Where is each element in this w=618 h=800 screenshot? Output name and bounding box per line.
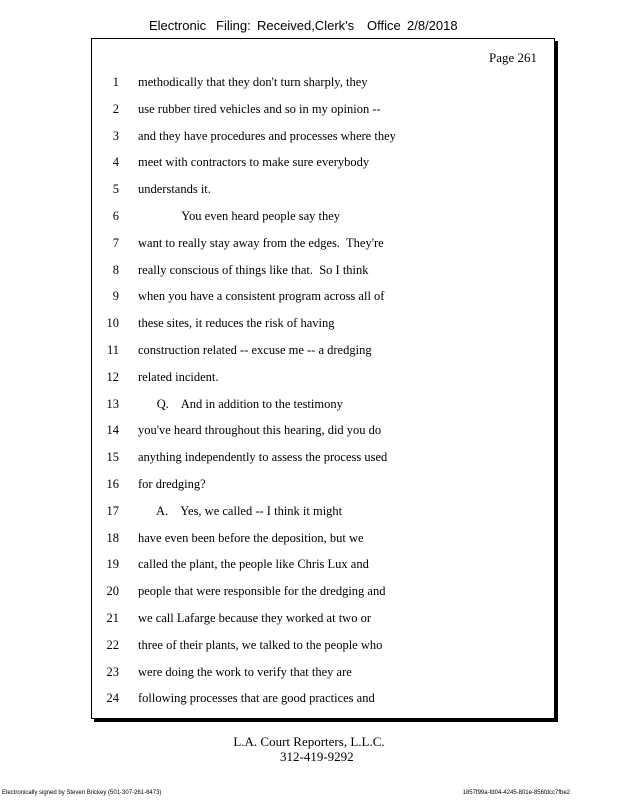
- line-text: and they have procedures and processes where they: [138, 128, 396, 143]
- header-electronic: Electronic: [149, 18, 207, 33]
- line-number: 5: [112, 182, 119, 197]
- line-number: 3: [112, 128, 119, 143]
- transcript-line: [92, 209, 554, 235]
- line-number: 8: [112, 262, 119, 277]
- transcript-line: [92, 611, 554, 637]
- transcript-line: [92, 289, 554, 315]
- line-number: 7: [112, 235, 119, 250]
- line-number: 23: [106, 664, 119, 679]
- line-text: three of their plants, we talked to the people who: [138, 637, 383, 652]
- line-number: 24: [106, 691, 119, 706]
- line-text: people that were responsible for the dredging and: [138, 584, 386, 599]
- document-id: 1857f99a-fd04-4245-801e-856fdcc7fbe2: [462, 790, 570, 796]
- line-text: these sites, it reduces the risk of having: [138, 316, 335, 331]
- line-number: 21: [106, 611, 119, 625]
- line-number: 14: [106, 423, 119, 438]
- line-text: use rubber tired vehicles and so in my opinion --: [138, 101, 381, 116]
- transcript-line: [92, 638, 554, 664]
- reporter-phone: 312-419-9292: [280, 749, 354, 764]
- line-text: want to really stay away from the edges. They're: [138, 235, 384, 250]
- line-number: 6: [112, 209, 119, 223]
- line-number: 11: [106, 343, 119, 357]
- header-office: Office: [367, 18, 401, 33]
- line-number: 10: [106, 316, 119, 331]
- line-text: you've heard throughout this hearing, did you do: [138, 423, 382, 438]
- transcript-line: [92, 343, 554, 369]
- line-text: were doing the work to verify that they are: [138, 664, 352, 679]
- line-number: 4: [112, 155, 119, 170]
- transcript-page: [91, 38, 555, 719]
- transcript-line: [92, 75, 554, 101]
- transcript-line: [92, 665, 554, 691]
- transcript-line: [92, 423, 554, 449]
- transcript-line: [92, 397, 554, 423]
- line-number: 15: [106, 450, 119, 465]
- transcript-line: [92, 182, 554, 208]
- transcript-line: [92, 370, 554, 396]
- line-number: 12: [106, 369, 119, 384]
- line-number: 1: [112, 75, 119, 89]
- line-number: 19: [106, 557, 119, 572]
- transcript-line: [92, 102, 554, 128]
- line-text: really conscious of things like that. So I think: [138, 262, 369, 277]
- transcript-line: [92, 557, 554, 583]
- header-received: Received,Clerk's: [257, 18, 355, 33]
- transcript-line: [92, 477, 554, 503]
- line-number: 16: [106, 477, 119, 491]
- header-date: 2/8/2018: [407, 18, 458, 33]
- line-text: called the plant, the people like Chris Lux and: [138, 557, 369, 572]
- transcript-line: [92, 531, 554, 557]
- line-number: 20: [106, 584, 119, 599]
- line-number: 9: [112, 289, 119, 304]
- transcript-line: [92, 155, 554, 181]
- line-number: 13: [106, 396, 119, 411]
- line-text: related incident.: [138, 369, 219, 384]
- line-text: anything independently to assess the process used: [138, 450, 388, 465]
- line-text: we call Lafarge because they worked at two or: [138, 611, 371, 625]
- line-text: have even been before the deposition, but we: [138, 530, 364, 545]
- transcript-line: [92, 263, 554, 289]
- line-text: methodically that they don't turn sharply, they: [138, 75, 368, 89]
- transcript-line: [92, 316, 554, 342]
- header-filing: Filing:: [216, 18, 251, 33]
- page-number: Page 261: [488, 50, 537, 65]
- line-text: Q. And in addition to the testimony: [138, 396, 343, 411]
- line-number: 18: [106, 530, 119, 545]
- transcript-line: [92, 504, 554, 530]
- line-text: meet with contractors to make sure everybody: [138, 155, 370, 170]
- line-text: following processes that are good practices and: [138, 691, 375, 706]
- line-number: 22: [106, 637, 119, 652]
- line-text: when you have a consistent program across all of: [138, 289, 385, 304]
- transcript-line: [92, 236, 554, 262]
- line-text: construction related -- excuse me -- a dredging: [138, 343, 372, 357]
- line-number: 2: [112, 101, 119, 116]
- line-text: understands it.: [138, 182, 211, 197]
- reporter-name: L.A. Court Reporters, L.L.C.: [233, 734, 385, 749]
- line-number: 17: [106, 503, 119, 518]
- electronic-signature: Electronically signed by Steven Brickey (501-307-261-8473): [2, 790, 162, 796]
- transcript-line: [92, 691, 554, 717]
- transcript-line: [92, 584, 554, 610]
- transcript-line: [92, 450, 554, 476]
- line-text: for dredging?: [138, 477, 206, 491]
- line-text: A. Yes, we called -- I think it might: [138, 503, 343, 518]
- line-text: You even heard people say they: [138, 209, 341, 223]
- transcript-line: [92, 129, 554, 155]
